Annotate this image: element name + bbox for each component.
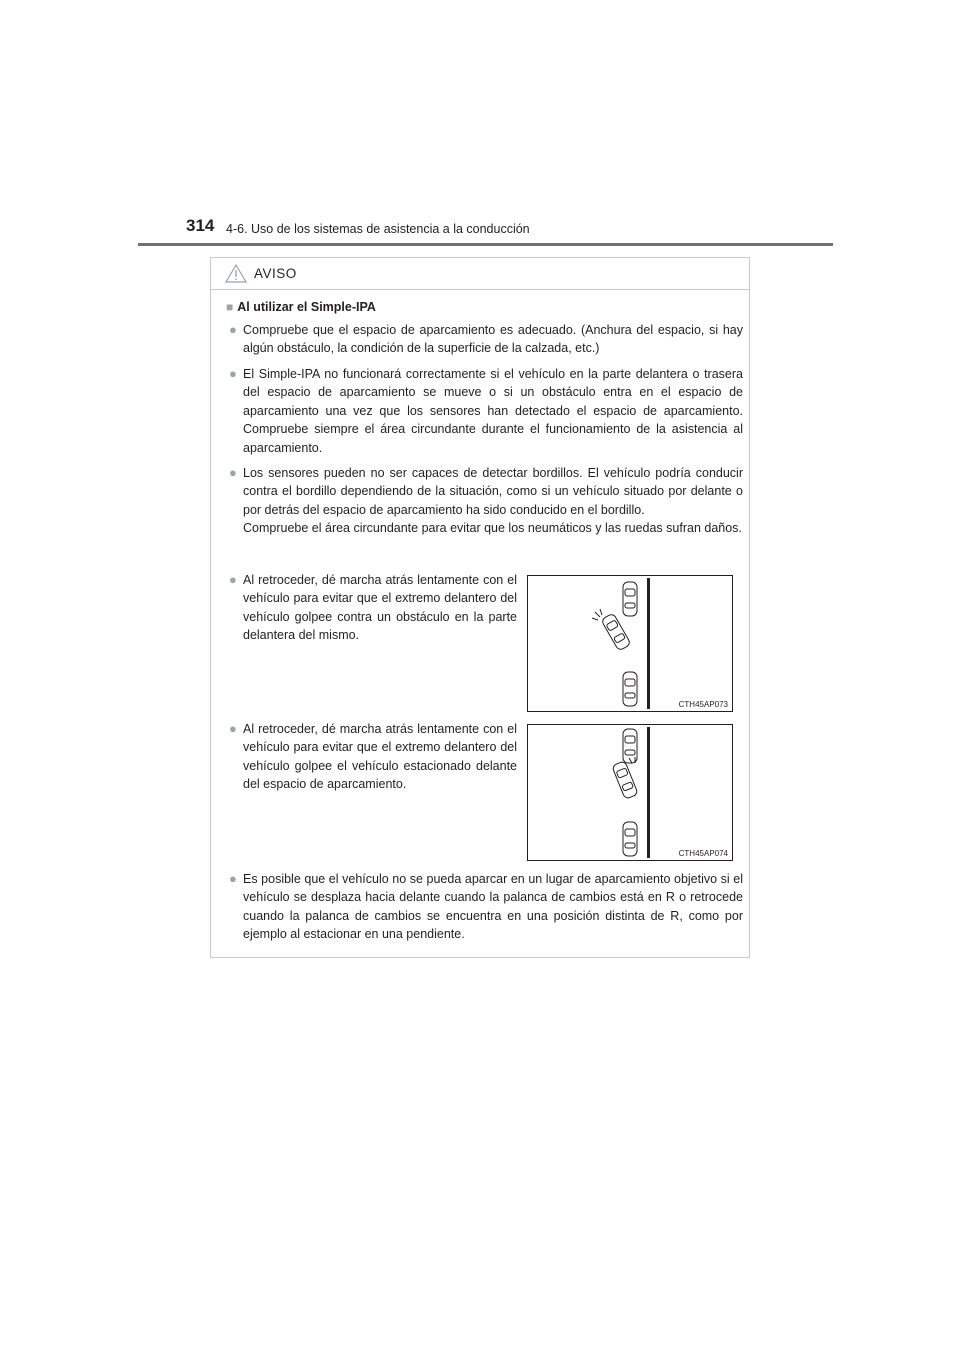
circle-bullet-icon: ● — [229, 366, 237, 381]
warning-triangle-icon — [225, 264, 247, 283]
warning-item-3 — [229, 464, 743, 538]
circle-bullet-icon: ● — [229, 322, 237, 337]
reversing-car — [601, 613, 631, 651]
collision-mark — [592, 609, 602, 620]
warning-item-text: Al retroceder, dé marcha atrás lentamente con el vehículo para evitar que el extremo delantero del vehículo golpee contra un obstáculo en la parte delantera del mismo. — [243, 573, 517, 643]
section-title: 4-6. Uso de los sistemas de asistencia a la conducción — [226, 222, 530, 236]
parking-obstacle-illustration — [528, 576, 732, 711]
figure-code: CTH45AP074 — [678, 849, 728, 858]
subheading — [226, 300, 376, 314]
figure-code: CTH45AP073 — [678, 700, 728, 709]
square-bullet-icon: ■ — [226, 300, 234, 314]
circle-bullet-icon: ● — [229, 572, 237, 587]
warning-item-text: Al retroceder, dé marcha atrás lentamente con el vehículo para evitar que el extremo delantero del vehículo golpee el vehículo estacionado delante del espacio de aparcamiento. — [243, 722, 517, 792]
warning-item-text: Es posible que el vehículo no se pueda aparcar en un lugar de aparcamiento objetivo si el vehículo se desplaza hacia delante cuando la palanca de cambios está en R o retrocede cuando la palanca de cambios se encuentra en una posición distinta de R, como por ejemplo al estacionar en una pendiente. — [243, 872, 743, 942]
warning-item-text: El Simple-IPA no funcionará correctamente si el vehículo en la parte delantera o trasera del espacio de aparcamiento se mueve o si un obstáculo entra en el espacio de aparcamiento una vez que los sensores han detectado el espacio de aparcamiento. Compruebe siempre el área circundante durante el funcionamiento de la asistencia al aparcamiento. — [243, 367, 743, 455]
figure-1 — [527, 575, 733, 712]
page-number: 314 — [186, 216, 215, 235]
parked-car-rear — [623, 672, 637, 706]
parked-car-rear — [623, 822, 637, 856]
figure-2 — [527, 724, 733, 861]
warning-item-text: Compruebe que el espacio de aparcamiento es adecuado. (Anchura del espacio, si hay algún obstáculo, la condición de la superficie de la calzada, etc.) — [243, 323, 743, 356]
circle-bullet-icon: ● — [229, 721, 237, 736]
parking-vehicle-collision-illustration — [528, 725, 732, 860]
warning-item-4 — [229, 571, 517, 645]
reversing-car — [612, 761, 638, 800]
warning-item-2 — [229, 365, 743, 457]
circle-bullet-icon: ● — [229, 465, 237, 480]
subheading-text: Al utilizar el Simple-IPA — [237, 300, 376, 314]
circle-bullet-icon: ● — [229, 871, 237, 886]
warning-item-1 — [229, 321, 743, 358]
warning-box — [210, 257, 750, 958]
warning-header — [211, 258, 749, 290]
warning-item-continuation: Compruebe el área circundante para evitar que los neumáticos y las ruedas sufran daños. — [243, 521, 742, 536]
warning-item-text: Los sensores pueden no ser capaces de detectar bordillos. El vehículo podría conducir contra el bordillo dependiendo de la situación, como si un vehículo situado por delante o por detrás del espacio de aparcamiento ha sido conducido en el bordillo. — [243, 466, 743, 517]
warning-label: AVISO — [254, 266, 297, 281]
warning-item-5 — [229, 720, 517, 794]
warning-item-6 — [229, 870, 743, 944]
header-rule — [138, 243, 833, 246]
parked-car-front — [623, 582, 637, 616]
